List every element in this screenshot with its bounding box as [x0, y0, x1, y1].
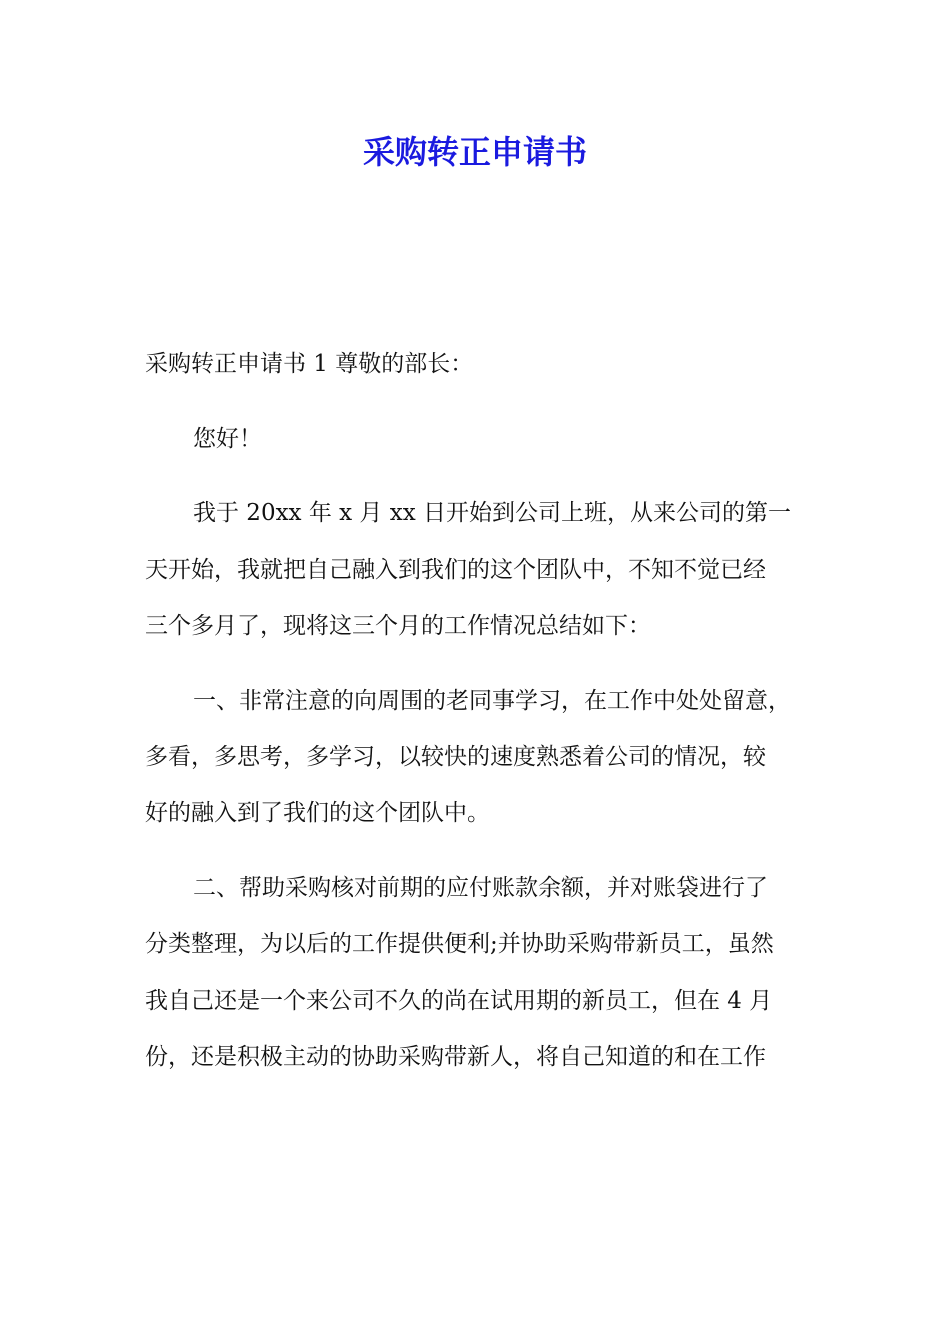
text-line: 分类整理，为以后的工作提供便利;并协助采购带新员工，虽然: [145, 931, 774, 958]
text-line: 采购转正申请书 1 尊敬的部长：: [145, 351, 474, 377]
text-line: 一、非常注意的向周围的老同事学习，在工作中处处留意，: [193, 687, 791, 714]
text-line: 我自己还是一个来公司不久的尚在试用期的新员工，但在 4 月: [145, 987, 773, 1014]
point-one-paragraph: [145, 673, 835, 842]
text-line: 我于 20xx 年 x 月 xx 日开始到公司上班，从来公司的第一: [193, 500, 791, 527]
text-line: 份，还是积极主动的协助采购带新人，将自己知道的和在工作: [145, 1044, 766, 1071]
text-line: 好的融入到了我们的这个团队中。: [145, 800, 490, 827]
text-line: 二、帮助采购核对前期的应付账款余额，并对账袋进行了: [193, 874, 768, 901]
salutation-paragraph: [145, 336, 835, 392]
greeting-paragraph: [145, 411, 835, 467]
text-line: 三个多月了，现将这三个月的工作情况总结如下：: [145, 612, 651, 639]
document-body: [145, 336, 835, 1104]
intro-paragraph: [145, 485, 835, 654]
text-line: 天开始，我就把自己融入到我们的这个团队中，不知不觉已经: [145, 556, 766, 583]
point-two-paragraph: [145, 860, 835, 1086]
text-line: 多看，多思考，多学习，以较快的速度熟悉着公司的情况，较: [145, 743, 766, 770]
text-line: 您好！: [193, 425, 262, 452]
document-title: 采购转正申请书: [362, 133, 587, 171]
